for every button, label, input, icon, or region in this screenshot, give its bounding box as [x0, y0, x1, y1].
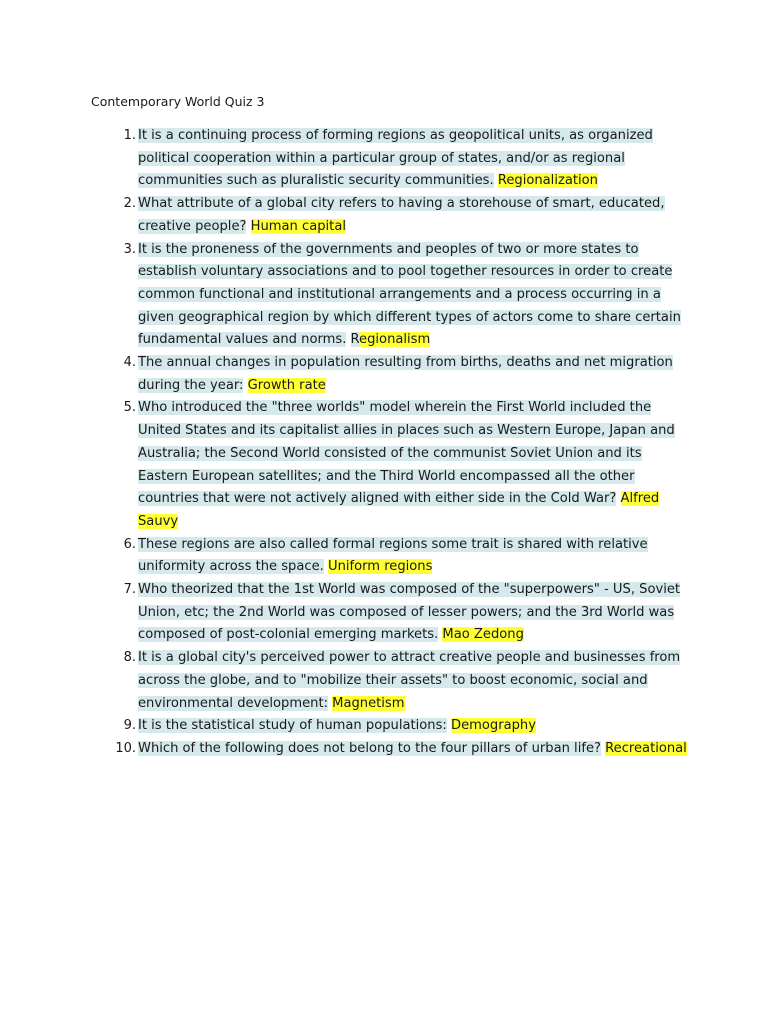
item-number: 8.	[123, 650, 136, 666]
answer-text: Human capital	[250, 218, 346, 234]
item-number: 6.	[123, 536, 136, 552]
quiz-item	[100, 239, 690, 353]
item-body	[138, 397, 690, 533]
item-body	[138, 239, 690, 353]
quiz-list	[100, 125, 690, 761]
item-body	[138, 534, 690, 579]
answer-text: Mao Zedong	[442, 627, 524, 643]
document-title: Contemporary World Quiz 3	[91, 94, 265, 109]
answer-text: egionalism	[359, 332, 431, 348]
question-text: The annual changes in population resulting from births, deaths and net migration during the year:	[138, 355, 673, 393]
item-number: 2.	[123, 196, 136, 212]
question-text: Who theorized that the 1st World was composed of the "superpowers" - US, Soviet Union, etc; the 2nd World was composed of lesser powers; and the 3rd World was composed of post-colonial emerging markets.	[138, 582, 681, 643]
question-text: It is a continuing process of forming regions as geopolitical units, as organized political cooperation within a particular group of states, and/or as regional communities such as pluralistic security communities.	[138, 128, 653, 189]
quiz-item	[100, 579, 690, 647]
question-text: Who introduced the "three worlds" model wherein the First World included the United States and its capitalist allies in places such as Western Europe, Japan and Australia; the Second World consisted of the communist Soviet Union and its Eastern European satellites; and the Third World encompassed all the other countries that were not actively aligned with either side in the Cold War?	[138, 400, 675, 507]
question-text: It is a global city's perceived power to attract creative people and businesses from across the globe, and to "mobilize their assets" to boost economic, social and environmental development:	[138, 650, 681, 711]
item-body	[138, 125, 690, 193]
item-body	[138, 352, 690, 397]
item-number: 7.	[123, 582, 136, 598]
quiz-item	[100, 647, 690, 715]
answer-text: Demography	[450, 718, 536, 734]
answer-text: Alfred Sauvy	[138, 491, 660, 529]
answer-text: Regionalization	[497, 173, 598, 189]
item-number: 5.	[123, 400, 136, 416]
item-number: 9.	[123, 718, 136, 734]
item-body	[138, 579, 690, 647]
answer-text: Uniform regions	[327, 559, 433, 575]
quiz-item	[100, 193, 690, 238]
question-text: It is the statistical study of human populations:	[138, 718, 447, 734]
answer-text: Magnetism	[332, 695, 405, 711]
item-body	[138, 738, 690, 761]
answer-prefix: R	[350, 332, 360, 348]
answer-text: Growth rate	[247, 377, 326, 393]
item-body	[138, 715, 690, 738]
item-body	[138, 193, 690, 238]
question-text: What attribute of a global city refers to having a storehouse of smart, educated, creative people?	[138, 196, 665, 234]
answer-text: Recreational	[605, 740, 687, 756]
quiz-item	[100, 125, 690, 193]
question-text: It is the proneness of the governments and peoples of two or more states to establish voluntary associations and to pool together resources in order to create common functional and institutional arrangements and a process occurring in a given geographical region by which different types of actors come to share certain fundamental values and norms.	[138, 241, 681, 348]
quiz-item	[100, 738, 690, 761]
quiz-item	[100, 715, 690, 738]
question-text: Which of the following does not belong to the four pillars of urban life?	[138, 740, 601, 756]
item-number: 10.	[115, 740, 136, 756]
quiz-item	[100, 534, 690, 579]
quiz-item	[100, 397, 690, 533]
question-text: These regions are also called formal regions some trait is shared with relative uniformity across the space.	[138, 536, 648, 575]
quiz-item	[100, 352, 690, 397]
item-number: 3.	[123, 241, 136, 257]
item-number: 4.	[123, 355, 136, 371]
item-number: 1.	[123, 128, 136, 143]
item-body	[138, 647, 690, 715]
